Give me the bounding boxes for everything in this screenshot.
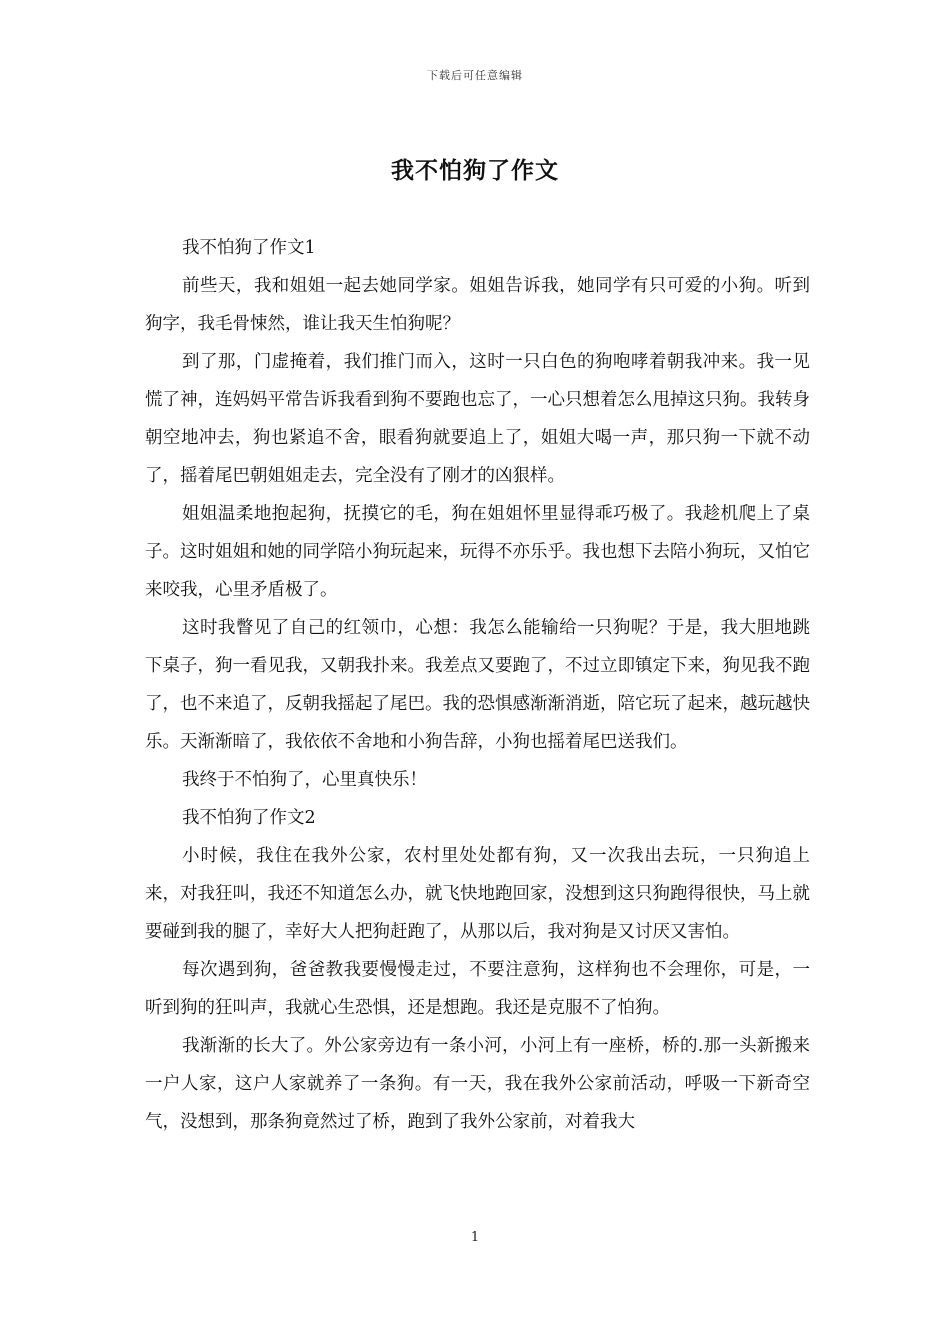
paragraph: 我渐渐的长大了。外公家旁边有一条小河，小河上有一座桥，桥的.那一头新搬来一户人家，这户人家就养了一条狗。有一天，我在我外公家前活动，呼吸一下新奇空气，没想到，那条狗竟然过了桥，跑到了我外公家前，对着我大 bbox=[145, 1036, 810, 1132]
essay-heading-1: 我不怕狗了作文1 bbox=[182, 238, 316, 258]
paragraph: 到了那，门虚掩着，我们推门而入，这时一只白色的狗咆哮着朝我冲来。我一见慌了神，连妈妈平常告诉我看到狗不要跑也忘了，一心只想着怎么甩掉这只狗。我转身朝空地冲去，狗也紧追不舍，眼看狗就要追上了，姐姐大喝一声，那只狗一下就不动了，摇着尾巴朝姐姐走去，完全没有了刚才的凶狠样。 bbox=[145, 352, 810, 486]
essay-heading-2: 我不怕狗了作文2 bbox=[182, 808, 316, 828]
paragraph: 每次遇到狗，爸爸教我要慢慢走过，不要注意狗，这样狗也不会理你，可是，一听到狗的狂叫声，我就心生恐惧，还是想跑。我还是克服不了怕狗。 bbox=[145, 960, 810, 1018]
header-note: 下载后可任意编辑 bbox=[427, 69, 523, 82]
paragraph: 我终于不怕狗了，心里真快乐！ bbox=[182, 770, 427, 790]
document-body bbox=[145, 229, 810, 1141]
paragraph: 小时候，我住在我外公家，农村里处处都有狗，又一次我出去玩，一只狗追上来，对我狂叫，我还不知道怎么办，就飞快地跑回家，没想到这只狗跑得很快，马上就要碰到我的腿了，幸好大人把狗赶跑了，从那以后，我对狗是又讨厌又害怕。 bbox=[145, 846, 810, 942]
paragraph: 这时我瞥见了自己的红领巾，心想：我怎么能输给一只狗呢？于是，我大胆地跳下桌子，狗一看见我，又朝我扑来。我差点又要跑了，不过立即镇定下来，狗见我不跑了，也不来追了，反朝我摇起了尾巴。我的恐惧感渐渐消逝，陪它玩了起来，越玩越快乐。天渐渐暗了，我依依不舍地和小狗告辞，小狗也摇着尾巴送我们。 bbox=[145, 618, 810, 752]
paragraph: 前些天，我和姐姐一起去她同学家。姐姐告诉我，她同学有只可爱的小狗。听到狗字，我毛骨悚然，谁让我天生怕狗呢？ bbox=[145, 276, 810, 334]
page-number: 1 bbox=[470, 1230, 480, 1245]
document-title: 我不怕狗了作文 bbox=[391, 157, 559, 184]
paragraph: 姐姐温柔地抱起狗，抚摸它的毛，狗在姐姐怀里显得乖巧极了。我趁机爬上了桌子。这时姐姐和她的同学陪小狗玩起来，玩得不亦乐乎。我也想下去陪小狗玩，又怕它来咬我，心里矛盾极了。 bbox=[145, 504, 810, 600]
